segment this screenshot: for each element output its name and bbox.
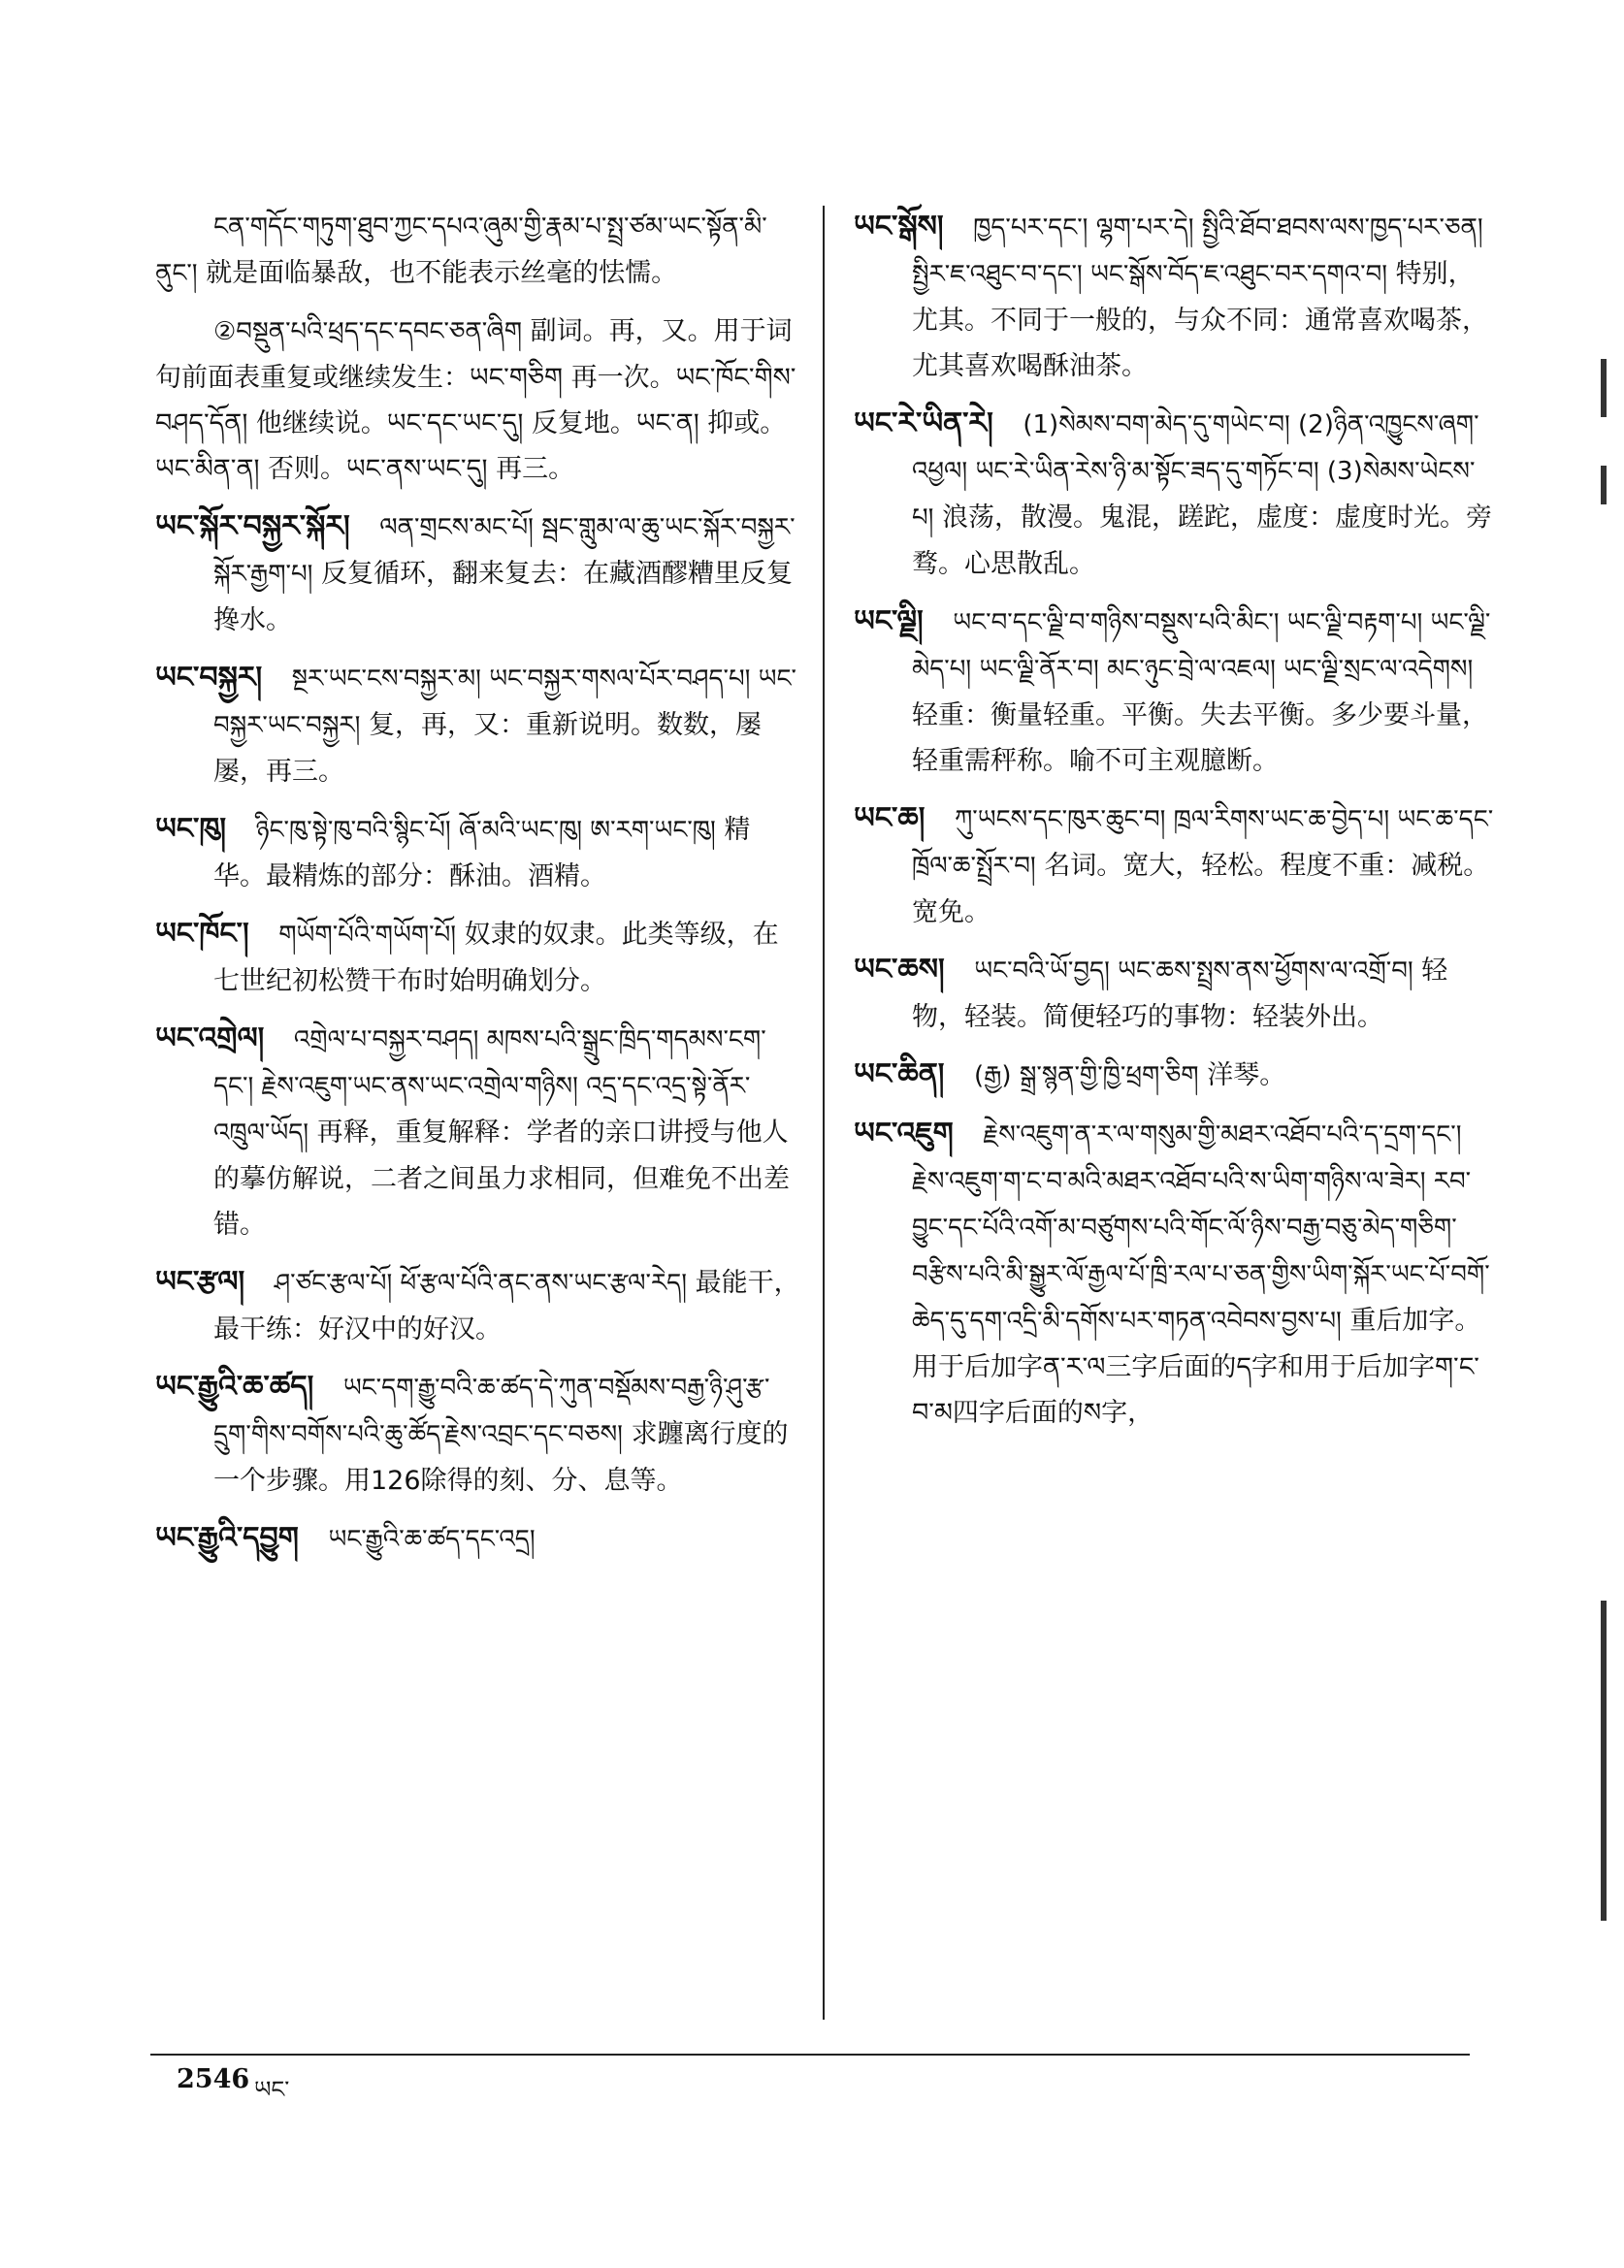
entry-chinese: 精华。最精炼的部分：酥油。酒精。: [213, 815, 751, 891]
entry-tibetan: ཀུ་ཡངས་དང་ཁུར་ཆུང་བ། ཁྲལ་རིགས་ཡང་ཆ་བྱེད་པ། ཡང་ཆ་དང་ཁྲོལ་ཆ་སྤྲོར་བ།: [912, 805, 1494, 881]
entry-headword: ཡང་ཁོང་།: [155, 917, 249, 951]
entry-headword: ཡང་ཆ།: [854, 801, 926, 835]
entry: [155, 911, 800, 1004]
entry-tibetan: རྗེས་འཇུག་ན་ར་ལ་གསུམ་གྱི་མཐར་འཐོབ་པའི་ད་དྲག་དང་། རྗེས་འཇུག་ག་ང་བ་མའི་མཐར་འཐོབ་པའི་ས་ཡིག་གཉིས་ལ་ཟེར། རབ་བྱུང་དང་པོའི་འགོ་མ་བཙུགས་པའི་གོང་ལོ་ཉིས་བརྒྱ་བཅུ་མེད་གཅིག་བརྩིས་པའི་མི་སྒྱུར་ལོ་རྒྱལ་པོ་ཁྲི་རལ་པ་ཅན་གྱིས་ཡིག་སྐོར་ཡང་པོ་བགོ་ཆེད་དུ་དག་འདྲི་མི་དགོས་པར་གཏན་འབེབས་བྱས་པ།: [912, 1120, 1490, 1336]
scan-edge-mark: [1601, 1601, 1607, 1921]
entry-headword: ཡང་རྩལ།: [155, 1265, 245, 1299]
entry-headword: ཡང་འགྲེལ།: [155, 1021, 265, 1055]
entry-headword: ཡང་ཆིན།: [854, 1057, 945, 1091]
entry: [155, 1016, 800, 1247]
column-divider: [823, 206, 825, 2020]
entry-tibetan: ཡང་དག་རྒྱུ་བའི་ཆ་ཚད་དེ་ཀུན་བསྡོམས་བརྒྱ་ཉི་ཤུ་རྩ་དྲུག་གིས་བགོས་པའི་ཆུ་ཚོད་རྗེས་འབྲང་དང་བཅས།: [213, 1374, 770, 1449]
scan-edge-mark: [1601, 466, 1607, 504]
entry: [155, 1515, 800, 1563]
entry-headword: ཡང་ཆས།: [854, 953, 945, 987]
entry-tibetan: (རྒྱ) སྒྲ་སྙན་གྱི་ཁྱི་ཕྲག་ཅིག: [973, 1061, 1199, 1090]
entry-tibetan: ཡང་བའི་ཡོ་བྱད། ཡང་ཆས་སྤྲས་ནས་ཕྱོགས་ལ་འགྲོ་བ།: [974, 956, 1413, 986]
entry-chinese: 就是面临暴敌，也不能表示丝毫的怯懦。: [206, 258, 678, 288]
entry: [155, 204, 800, 297]
entry-tibetan: ཤ་ཙང་རྩལ་པོ། ཕོ་རྩལ་པོའི་ནང་ནས་ཡང་རྩལ་རེད།: [274, 1269, 688, 1298]
entry: [854, 401, 1494, 587]
running-head: ཡང་: [254, 2076, 290, 2103]
entry: [854, 204, 1494, 389]
entry-tibetan: སྔར་ཡང་ངས་བསྐྱར་མ། ཡང་བསྐྱར་གསལ་པོར་བཤད་པ། ཡང་བསྐྱར་ཡང་བསྐྱར།: [213, 664, 796, 740]
right-column: [854, 204, 1494, 1447]
entry-headword: ཡང་ལྗི།: [854, 604, 924, 638]
entry-tibetan: ཡང་བ་དང་ལྗི་བ་གཉིས་བསྡུས་པའི་མིང་། ཡང་ལྗི་བརྟག་པ། ཡང་ལྗི་མེད་པ། ཡང་ལྗི་ནོར་བ། མང་ཉུང་བྲེ་ལ་འཇལ། ཡང་ལྗི་སྲང་ལ་འདེགས།: [912, 608, 1491, 684]
entry-chinese: 奴隶的奴隶。此类等级，在七世纪初松赞干布时始明确划分。: [213, 920, 779, 996]
entry-chinese: 复，再，又：重新说明。数数，屡屡，再三。: [213, 710, 762, 787]
entry-tibetan: ②བསྡུན་པའི་ཕྲད་དང་དབང་ཅན་ཞིག: [213, 317, 522, 346]
entry-chinese: 轻物，轻装。简便轻巧的事物：轻装外出。: [912, 956, 1448, 1032]
entry-chinese: 最能干，最干练：好汉中的好汉。: [213, 1268, 800, 1345]
footer-rule: [150, 2054, 1470, 2056]
entry-tibetan: ལན་གྲངས་མང་པོ། སྦང་གླུམ་ལ་ཆུ་ཡང་སྐོར་བསྐྱར་སྐོར་རྒྱག་པ།: [213, 513, 796, 589]
entry-chinese: 名词。宽大，轻松。程度不重：减税。宽免。: [912, 851, 1490, 927]
entry-chinese: 副词。再，又。用于词句前面表重复或继续发生：ཡང་གཅིག 再一次。ཡང་ཁོང་གིས་བཤད་དོན། 他继续说。ཡང་དང་ཡང་དུ། 反复地。ཡང་ན། 抑或。ཡང་མིན་ན། 否则。ཡང་ནས་ཡང་དུ། 再三。: [155, 316, 796, 484]
entry-chinese: 浪荡，散漫。鬼混，蹉跎，虚度：虚度时光。旁骛。心思散乱。: [912, 502, 1493, 579]
entry: [155, 503, 800, 643]
entry: [854, 1052, 1494, 1099]
entry-chinese: 再释，重复解释：学者的亲口讲授与他人的摹仿解说，二者之间虽力求相同，但难免不出差错。: [213, 1118, 790, 1240]
left-column: [155, 204, 800, 1574]
entry-headword: ཡང་རྒྱུའི་དབྱུག: [155, 1521, 299, 1555]
entry-chinese: 特别，尤其。不同于一般的，与众不同：通常喜欢喝茶，尤其喜欢喝酥油茶。: [912, 259, 1488, 381]
entry-headword: ཡང་སྐོར་བསྐྱར་སྐོར།: [155, 509, 350, 543]
entry-tibetan: གཡོག་པོའི་གཡོག་པོ།: [278, 921, 457, 950]
entry-headword: ཡང་རྒྱུའི་ཆ་ཚད།: [155, 1370, 314, 1404]
entry-tibetan: ཡང་རྒྱུའི་ཆ་ཚད་དང་འདྲ།: [328, 1525, 536, 1554]
entry: [854, 795, 1494, 935]
entry-tibetan: ཉིང་ཁུ་སྟེ་ཁུ་བའི་སྙིང་པོ། ཞོ་མའི་ཡང་ཁུ། ཨ་རག་ཡང་ཁུ།: [255, 816, 716, 845]
entry-chinese: 求躔离行度的一个步骤。用126除得的刻、分、息等。: [213, 1419, 789, 1496]
entry-chinese: 洋琴。: [1207, 1060, 1286, 1090]
entry: [854, 599, 1494, 784]
entry: [155, 1364, 800, 1504]
entry-headword: ཡང་རེ་ཡིན་རེ།: [854, 406, 993, 440]
entry-chinese: 重后加字。用于后加字ན་ར་ལ三字后面的ད字和用于后加字ག་ང་བ་མ四字后面的ས字，: [912, 1306, 1481, 1428]
entry-headword: ཡང་འཇུག: [854, 1117, 954, 1150]
entry-chinese: 轻重：衡量轻重。平衡。失去平衡。多少要斗量，轻重需秤称。喻不可主观臆断。: [912, 700, 1488, 776]
entry: [155, 308, 800, 492]
entry-chinese: 反复循环，翻来复去：在藏酒醪糟里反复搀水。: [213, 559, 794, 635]
entry-headword: ཡང་ཁུ།: [155, 812, 227, 846]
entry-tibetan: ངན་གདོང་གཏུག་ཐུབ་ཀྱང་དཔའ་ཞུམ་གྱི་རྣམ་པ་སྤྲ་ཙམ་ཡང་སྟོན་མི་ནུང་།: [155, 212, 767, 288]
entry-headword: ཡང་སྒོས།: [854, 210, 944, 243]
entry: [155, 655, 800, 794]
page-number: 2546: [177, 2064, 250, 2094]
entry: [854, 1111, 1494, 1436]
entry-headword: ཡང་བསྐྱར།: [155, 661, 263, 695]
entry: [155, 1259, 800, 1352]
entry-tibetan: འགྲེལ་པ་བསྐྱར་བཤད། མཁས་པའི་སྒྲུང་ཁྲིད་གདམས་ངག་དང་། རྗེས་འཇུག་ཡང་ནས་ཡང་འགྲེལ་གཉིས། འདྲ་དང་འདྲ་སྟེ་ནོར་འཁྲུལ་ཡོད།: [213, 1025, 766, 1148]
entry: [155, 806, 800, 899]
scan-edge-mark: [1601, 359, 1607, 417]
entry: [854, 947, 1494, 1040]
entry-tibetan: ཁྱད་པར་དང་། ལྷག་པར་དེ། སྤྱིའི་ཐོབ་ཐབས་ལས་ཁྱད་པར་ཅན། སྤྱིར་ཇ་འཐུང་བ་དང་། ཡང་སྒོས་བོད་ཇ་འཐུང་བར་དགའ་བ།: [912, 213, 1483, 289]
entry-tibetan: (1)སེམས་བག་མེད་དུ་གཡེང་བ། (2)ཉིན་འཁྱུངས་ཞག་འཕྱལ། ཡང་རེ་ཡིན་རེས་ཉི་མ་སྟོང་ཟད་དུ་གཏོང་བ། (3)སེམས་ཡེངས་པ།: [912, 410, 1479, 533]
